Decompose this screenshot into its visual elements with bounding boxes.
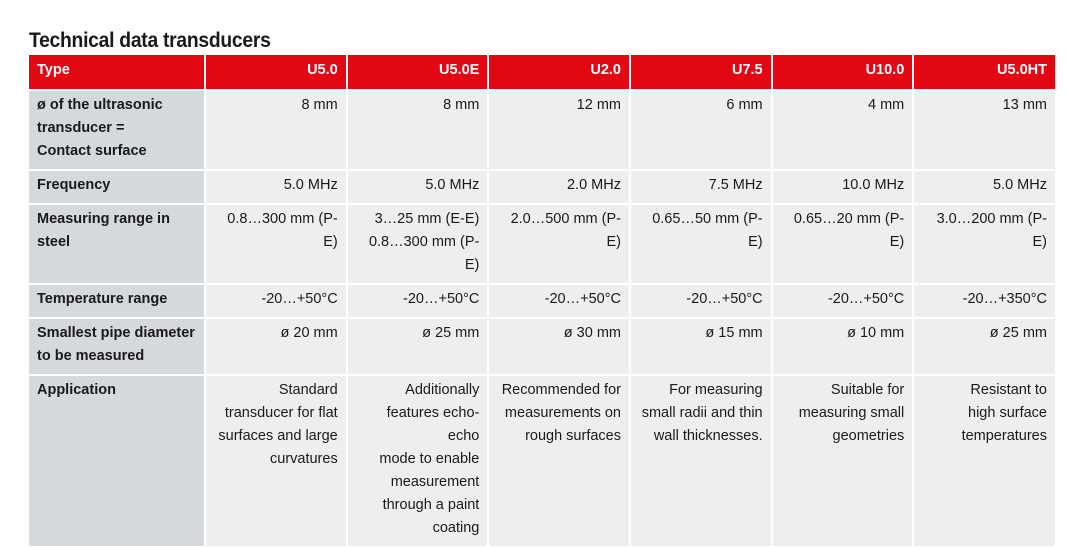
cell-text-line: 0.8…300 mm (P-E) bbox=[227, 211, 338, 250]
cell-text-line: geometries bbox=[832, 428, 905, 444]
page-title: Technical data transducers bbox=[29, 29, 271, 53]
cell-u5-0ht bbox=[913, 170, 1055, 204]
cell-text-line: For measuring bbox=[669, 382, 763, 398]
cell-u7-5 bbox=[630, 318, 772, 375]
cell-text-line: 13 mm bbox=[1002, 97, 1047, 113]
row-frequency bbox=[29, 170, 1055, 204]
cell-u7-5 bbox=[630, 170, 772, 204]
cell-u7-5 bbox=[630, 90, 772, 170]
cell-u5-0 bbox=[205, 170, 347, 204]
cell-text-line: Contact surface bbox=[37, 143, 147, 159]
column-header: U5.0HT bbox=[913, 55, 1055, 90]
cell-text-line: Standard bbox=[278, 382, 338, 398]
cell-text-line: temperatures bbox=[961, 428, 1047, 444]
cell-u7-5 bbox=[630, 284, 772, 318]
row-temperature-range bbox=[29, 284, 1055, 318]
cell-text-line: ø 20 mm bbox=[280, 325, 338, 341]
row-label bbox=[29, 375, 205, 547]
cell-u2-0 bbox=[488, 90, 630, 170]
cell-text-line: transducer for flat bbox=[224, 405, 338, 421]
transducer-spec-table bbox=[29, 55, 1055, 548]
cell-text-line: mode to enable bbox=[379, 451, 480, 467]
cell-u2-0 bbox=[488, 375, 630, 547]
table-header-row bbox=[29, 55, 1055, 90]
column-header: U5.0 bbox=[205, 55, 347, 90]
row-label bbox=[29, 90, 205, 170]
cell-text-line: 3…25 mm (E-E) bbox=[374, 211, 480, 227]
cell-u5-0ht bbox=[913, 284, 1055, 318]
row-label bbox=[29, 204, 205, 284]
cell-text-line: -20…+50°C bbox=[403, 291, 480, 307]
cell-text-line: 0.8…300 mm (P-E) bbox=[368, 234, 480, 273]
cell-text-line: measuring small bbox=[798, 405, 905, 421]
cell-text-line: rough surfaces bbox=[525, 428, 621, 444]
cell-text-line: curvatures bbox=[270, 451, 338, 467]
cell-text-line: ø 15 mm bbox=[705, 325, 763, 341]
cell-text-line: 8 mm bbox=[301, 97, 338, 113]
cell-text-line: Measuring range in bbox=[37, 211, 170, 227]
header-type-label: Type bbox=[29, 55, 205, 90]
cell-text-line: 8 mm bbox=[443, 97, 480, 113]
cell-u5-0ht bbox=[913, 375, 1055, 547]
cell-text-line: 5.0 MHz bbox=[283, 177, 338, 193]
cell-text-line: to be measured bbox=[37, 348, 145, 364]
cell-text-line: -20…+350°C bbox=[962, 291, 1047, 307]
cell-u2-0 bbox=[488, 318, 630, 375]
cell-text-line: -20…+50°C bbox=[827, 291, 905, 307]
cell-u2-0 bbox=[488, 170, 630, 204]
cell-text-line: 10.0 MHz bbox=[842, 177, 905, 193]
cell-u10-0 bbox=[772, 170, 914, 204]
cell-u5-0ht bbox=[913, 318, 1055, 375]
cell-u5-0ht bbox=[913, 90, 1055, 170]
row-application bbox=[29, 375, 1055, 547]
cell-u5-0 bbox=[205, 375, 347, 547]
cell-u5-0e bbox=[347, 375, 489, 547]
cell-u5-0e bbox=[347, 204, 489, 284]
cell-text-line: -20…+50°C bbox=[686, 291, 763, 307]
cell-text-line: 7.5 MHz bbox=[708, 177, 763, 193]
cell-text-line: 3.0…200 mm (P-E) bbox=[936, 211, 1047, 250]
cell-text-line: -20…+50°C bbox=[261, 291, 338, 307]
cell-text-line: ø 25 mm bbox=[422, 325, 480, 341]
cell-u5-0e bbox=[347, 318, 489, 375]
cell-u10-0 bbox=[772, 204, 914, 284]
cell-text-line: 2.0…500 mm (P-E) bbox=[510, 211, 621, 250]
cell-text-line: Resistant to bbox=[970, 382, 1047, 398]
row-label bbox=[29, 284, 205, 318]
column-header: U7.5 bbox=[630, 55, 772, 90]
row-label bbox=[29, 170, 205, 204]
cell-text-line: Temperature range bbox=[37, 291, 168, 307]
cell-text-line: through a paint bbox=[382, 497, 480, 513]
column-header: U5.0E bbox=[347, 55, 489, 90]
cell-u7-5 bbox=[630, 204, 772, 284]
cell-u2-0 bbox=[488, 284, 630, 318]
cell-text-line: 2.0 MHz bbox=[566, 177, 621, 193]
cell-u10-0 bbox=[772, 90, 914, 170]
cell-u7-5 bbox=[630, 375, 772, 547]
cell-u10-0 bbox=[772, 284, 914, 318]
cell-text-line: Smallest pipe diameter bbox=[37, 325, 195, 341]
cell-u5-0 bbox=[205, 90, 347, 170]
cell-u5-0ht bbox=[913, 204, 1055, 284]
cell-text-line: ø of the ultrasonic bbox=[37, 97, 163, 113]
cell-text-line: Application bbox=[37, 382, 116, 398]
column-header: U10.0 bbox=[772, 55, 914, 90]
cell-text-line: 4 mm bbox=[868, 97, 905, 113]
cell-text-line: coating bbox=[432, 520, 480, 536]
cell-u5-0e bbox=[347, 284, 489, 318]
cell-text-line: transducer = bbox=[37, 120, 125, 136]
cell-u10-0 bbox=[772, 318, 914, 375]
cell-text-line: 5.0 MHz bbox=[425, 177, 480, 193]
row-measuring-range bbox=[29, 204, 1055, 284]
cell-text-line: ø 25 mm bbox=[989, 325, 1047, 341]
cell-text-line: 5.0 MHz bbox=[993, 177, 1047, 193]
cell-text-line: Frequency bbox=[37, 177, 111, 193]
cell-u2-0 bbox=[488, 204, 630, 284]
cell-text-line: 0.65…20 mm (P-E) bbox=[793, 211, 905, 250]
column-header: U2.0 bbox=[488, 55, 630, 90]
cell-text-line: 6 mm bbox=[726, 97, 763, 113]
row-pipe-diameter bbox=[29, 318, 1055, 375]
cell-text-line: ø 30 mm bbox=[563, 325, 621, 341]
cell-text-line: ø 10 mm bbox=[847, 325, 905, 341]
cell-text-line: 12 mm bbox=[576, 97, 621, 113]
cell-u5-0e bbox=[347, 170, 489, 204]
cell-text-line: Recommended for bbox=[501, 382, 621, 398]
cell-text-line: Suitable for bbox=[830, 382, 905, 398]
cell-u5-0 bbox=[205, 284, 347, 318]
cell-text-line: steel bbox=[37, 234, 71, 250]
cell-text-line: -20…+50°C bbox=[544, 291, 621, 307]
cell-u5-0e bbox=[347, 90, 489, 170]
cell-text-line: wall thicknesses. bbox=[653, 428, 763, 444]
cell-text-line: 0.65…50 mm (P-E) bbox=[652, 211, 763, 250]
row-label bbox=[29, 318, 205, 375]
cell-u10-0 bbox=[772, 375, 914, 547]
cell-text-line: small radii and thin bbox=[641, 405, 763, 421]
cell-text-line: measurements on bbox=[504, 405, 621, 421]
cell-text-line: high surface bbox=[968, 405, 1047, 421]
row-contact-surface bbox=[29, 90, 1055, 170]
cell-text-line: Additionally bbox=[405, 382, 480, 398]
cell-u5-0 bbox=[205, 204, 347, 284]
cell-text-line: surfaces and large bbox=[218, 428, 338, 444]
cell-text-line: measurement bbox=[390, 474, 480, 490]
cell-u5-0 bbox=[205, 318, 347, 375]
cell-text-line: features echo-echo bbox=[386, 405, 480, 444]
